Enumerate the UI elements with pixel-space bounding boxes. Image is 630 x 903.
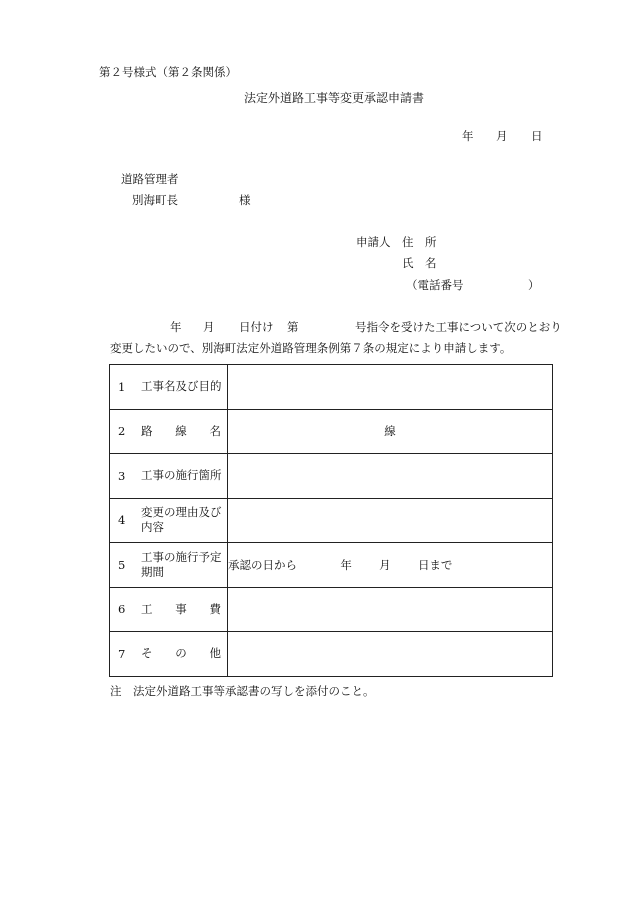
row-label-char: 事 [175, 601, 187, 616]
row-label-char: そ [141, 646, 153, 661]
row-label-char: 工 [141, 601, 153, 616]
row-value [228, 365, 553, 410]
row-label: 工事の施行箇所 [141, 468, 222, 483]
row-label: 工事名及び目的 [141, 379, 222, 394]
table-row [110, 454, 553, 499]
row-label: 変更の理由及び内容 [141, 505, 222, 535]
applicant-address-label: 住 所 [402, 235, 437, 249]
row-value: 線 [228, 409, 553, 454]
addressee-honorific: 様 [239, 193, 251, 207]
note-prefix: 注 [110, 684, 122, 698]
table-row [110, 543, 553, 588]
date-day: 日 [531, 129, 543, 143]
table-row [110, 498, 553, 543]
row-value [228, 543, 553, 588]
table-row [110, 587, 553, 632]
applicant-label: 申請人 [356, 235, 391, 249]
table-row [110, 632, 553, 677]
row-label [141, 602, 227, 617]
applicant-phone-close: ） [528, 278, 540, 292]
body-dated: 日付け [239, 320, 274, 334]
period-month: 月 [379, 557, 391, 572]
row-label-char: の [175, 646, 187, 661]
row-label: 工事の施行予定期間 [141, 549, 222, 579]
row-number: 2 [118, 424, 126, 439]
table-row [110, 365, 553, 410]
row-label [141, 424, 227, 439]
row-label-char: 線 [175, 423, 187, 438]
row-number: 4 [118, 513, 126, 528]
form-title: 法定外道路工事等変更承認申請書 [244, 91, 425, 105]
date-year: 年 [462, 129, 474, 143]
body-year: 年 [170, 320, 182, 334]
row-number: 1 [118, 379, 126, 394]
note-text: 法定外道路工事等承認書の写しを添付のこと。 [133, 684, 375, 698]
period-until: 日まで [417, 557, 453, 572]
row-label [141, 646, 227, 661]
row-label-char: 他 [209, 646, 221, 661]
body-line2: 変更したいので、別海町法定外道路管理条例第７条の規定により申請します。 [110, 341, 512, 355]
row-number: 3 [118, 468, 126, 483]
applicant-phone-label: （電話番号 [406, 278, 464, 292]
application-table [109, 364, 553, 677]
form-number: 第２号様式（第２条関係） [99, 65, 237, 79]
row-number: 6 [118, 602, 126, 617]
table-row [110, 409, 553, 454]
date-month: 月 [496, 129, 508, 143]
row-value [228, 632, 553, 677]
body-month: 月 [203, 320, 215, 334]
row-label-char: 費 [209, 601, 221, 616]
addressee-role: 道路管理者 [121, 172, 179, 186]
addressee-name: 別海町長 [132, 193, 178, 207]
row-value [228, 498, 553, 543]
period-year: 年 [340, 557, 352, 572]
period-from: 承認の日から [228, 557, 297, 572]
row-number: 7 [118, 646, 126, 661]
row-label-char: 路 [141, 423, 153, 438]
body-no-prefix: 第 [287, 320, 299, 334]
applicant-name-label: 氏 名 [402, 256, 437, 270]
row-value [228, 587, 553, 632]
row-label-char: 名 [209, 423, 221, 438]
row-value [228, 454, 553, 499]
body-line1-tail: 号指令を受けた工事について次のとおり [355, 320, 562, 334]
row-number: 5 [118, 557, 126, 572]
